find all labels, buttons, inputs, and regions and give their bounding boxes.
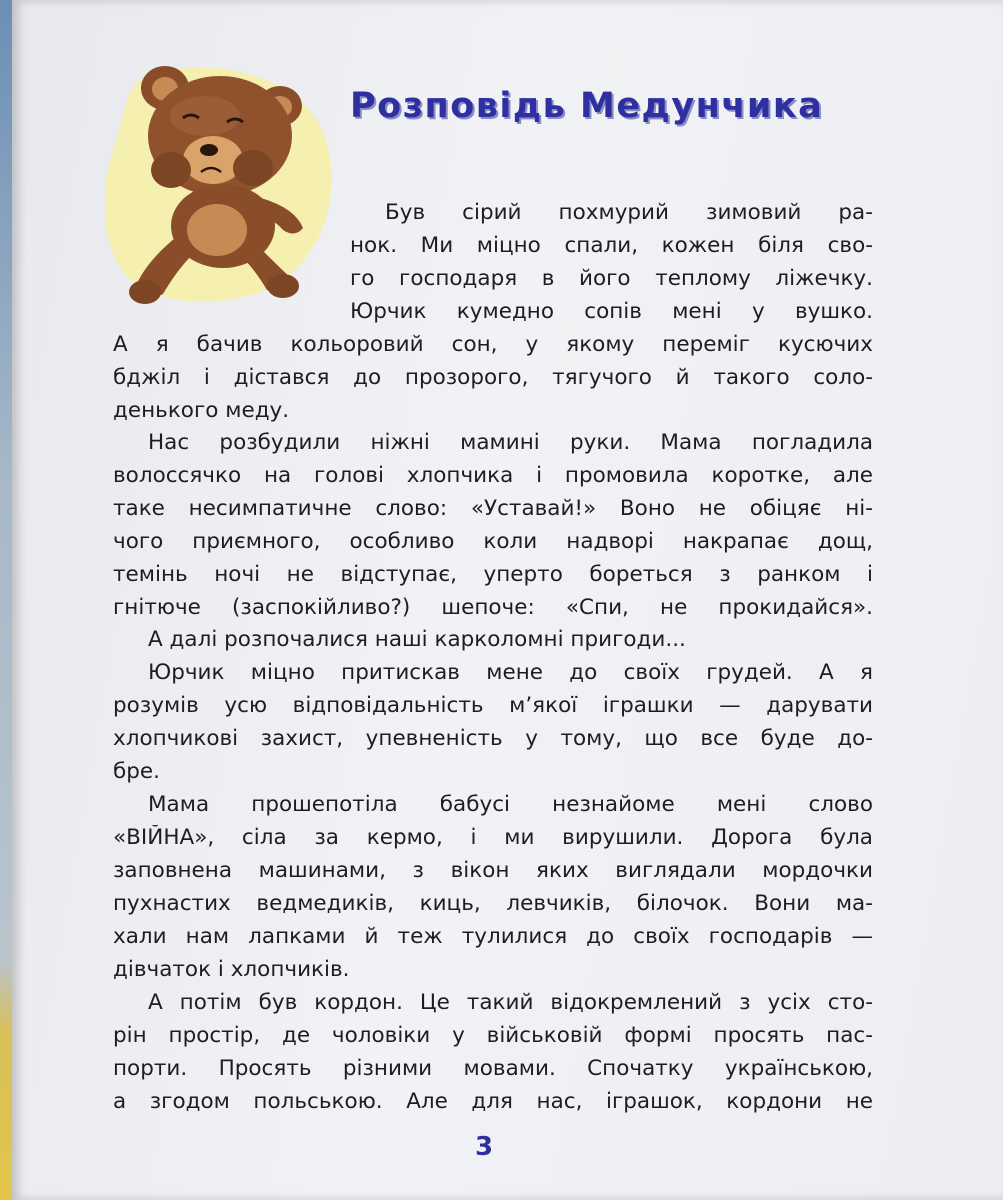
bear-illustration	[105, 58, 337, 310]
text-line: чого приємного, особливо коли надворі накрапає дощ,	[113, 529, 873, 554]
text-line: порти. Просять різними мовами. Спочатку українською,	[113, 1056, 873, 1081]
text-line: а згодом польською. Але для нас, іграшок, кордони не	[113, 1089, 873, 1114]
story-title: Розповідь Медунчика	[350, 86, 824, 126]
text-line: «ВІЙНА», сіла за кермо, і ми вирушили. Дорога була	[113, 825, 873, 850]
text-line: Нас розбудили ніжні мамині руки. Мама погладила	[148, 430, 873, 455]
text-line: Юрчик міцно притискав мене до своїх грудей. А я	[148, 660, 873, 685]
text-line: го господаря в його теплому ліжечку.	[350, 266, 873, 291]
text-line: пухнастих ведмедиків, киць, левчиків, білочок. Вони ма-	[113, 891, 873, 916]
text-line: нок. Ми міцно спали, кожен біля сво-	[350, 233, 873, 258]
text-line: дівчаток і хлопчиків.	[113, 957, 350, 982]
text-line: Мама прошепотіла бабусі незнайоме мені слово	[148, 792, 873, 817]
text-line: рін простір, де чоловіки у військовій формі просять пас-	[113, 1023, 873, 1048]
page-number: 3	[474, 1132, 494, 1162]
text-line: А я бачив кольоровий сон, у якому переміг кусючих	[113, 332, 873, 357]
text-line: хлопчикові захист, упевненість у тому, що все буде до-	[113, 726, 873, 751]
text-line: Був сірий похмурий зимовий ра-	[385, 200, 873, 225]
text-line: розумів усю відповідальність м’якої іграшки — дарувати	[113, 693, 873, 718]
text-line: А далі розпочалися наші карколомні пригоди...	[148, 627, 686, 652]
text-line: бре.	[113, 759, 160, 784]
text-line: гнітюче (заспокійливо?) шепоче: «Спи, не прокидайся».	[113, 595, 873, 620]
text-line: хали нам лапками й теж тулилися до своїх господарів —	[113, 924, 873, 949]
text-line: денького меду.	[113, 398, 290, 423]
text-line: таке несимпатичне слово: «Уставай!» Воно не обіцяє ні-	[113, 496, 873, 521]
text-line: волоссячко на голові хлопчика і промовила коротке, але	[113, 463, 873, 488]
text-line: А потім був кордон. Це такий відокремлений з усіх сто-	[148, 990, 873, 1015]
text-line: темінь ночі не відступає, уперто бореться з ранком і	[113, 562, 873, 587]
text-line: бджіл і дістався до прозорого, тягучого й такого соло-	[113, 365, 873, 390]
book-spine	[0, 0, 12, 1200]
text-line: Юрчик кумедно сопів мені у вушко.	[350, 299, 873, 324]
text-line: заповнена машинами, з вікон яких виглядали мордочки	[113, 858, 873, 883]
